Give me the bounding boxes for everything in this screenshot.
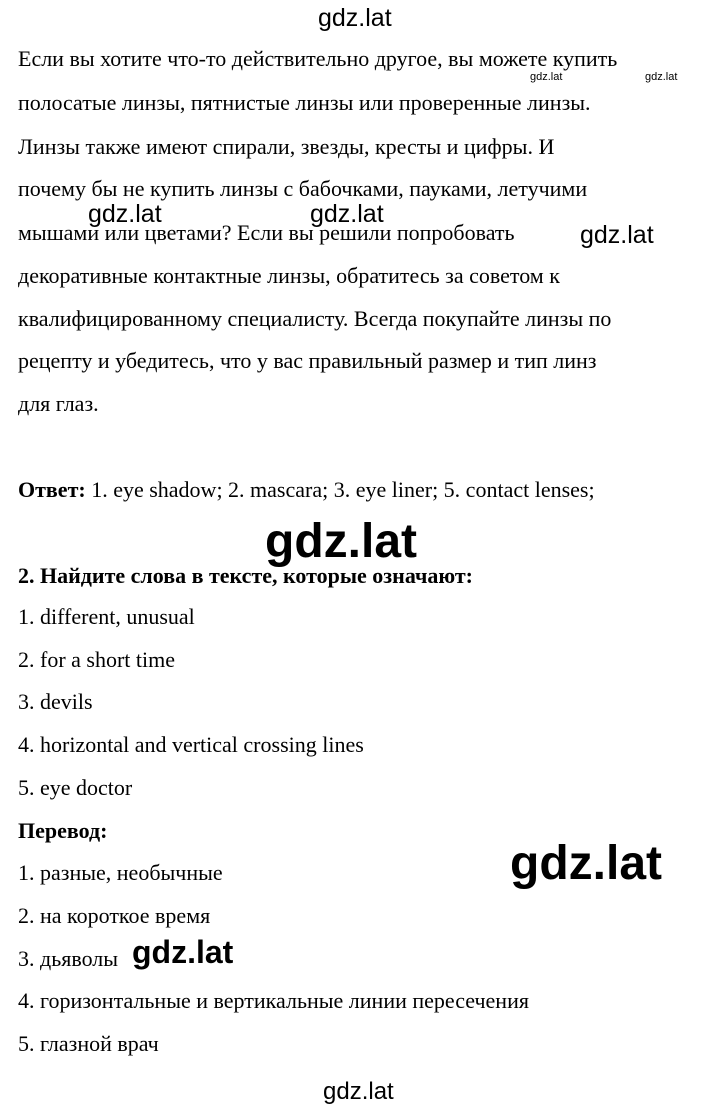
paragraph-line-1: Если вы хотите что-то действительно другое, вы можете купить xyxy=(18,46,618,71)
paragraph-line-6: декоративные контактные линзы, обратитесь за советом к xyxy=(18,263,560,288)
task2-item-1: 1. different, unusual xyxy=(18,604,195,629)
task2-item-3: 3. devils xyxy=(18,689,93,714)
translation-heading xyxy=(18,820,107,842)
task2-heading-text: 2. Найдите слова в тексте, которые означают: xyxy=(18,563,474,588)
translation-item-1: 1. разные, необычные xyxy=(18,860,223,885)
translation-item-3: 3. дьяволы xyxy=(18,946,119,971)
task2-item-2: 2. for a short time xyxy=(18,647,176,672)
task2-item-5: 5. eye doctor xyxy=(18,775,133,800)
paragraph-line-7: квалифицированному специалисту. Всегда покупайте линзы по xyxy=(18,306,612,331)
task2-item-4: 4. horizontal and vertical crossing lines xyxy=(18,732,364,757)
translation-item-5: 5. глазной врач xyxy=(18,1031,159,1056)
watermark-mid-3: gdz.lat xyxy=(580,221,654,249)
answer-text: 1. eye shadow; 2. mascara; 3. eye liner; 5. contact lenses; xyxy=(85,477,595,502)
translation-heading-text: Перевод: xyxy=(18,818,108,843)
paragraph-line-2: полосатые линзы, пятнистые линзы или проверенные линзы. xyxy=(18,90,591,115)
paragraph-line-8: рецепту и убедитесь, что у вас правильный размер и тип линз xyxy=(18,348,597,373)
watermark-big-3: gdz.lat xyxy=(132,934,234,970)
paragraph-line-9: для глаз. xyxy=(18,391,99,416)
paragraph-line-3: Линзы также имеют спирали, звезды, кресты и цифры. И xyxy=(18,134,555,159)
watermark-mid-2: gdz.lat xyxy=(310,200,384,228)
task2-heading xyxy=(18,565,473,587)
watermark-big-2: gdz.lat xyxy=(510,837,662,890)
paragraph-line-4: почему бы не купить линзы с бабочками, пауками, летучими xyxy=(18,176,588,201)
paragraph-line-5: мышами или цветами? Если вы решили попробовать xyxy=(18,220,515,245)
answer-line xyxy=(18,479,595,501)
watermark-tiny-1: gdz.lat xyxy=(530,71,563,83)
watermark-big-1: gdz.lat xyxy=(265,515,417,568)
watermark-top: gdz.lat xyxy=(318,4,392,32)
answer-label: Ответ: xyxy=(18,477,86,502)
watermark-mid-1: gdz.lat xyxy=(88,200,162,228)
translation-item-4: 4. горизонтальные и вертикальные линии пересечения xyxy=(18,988,529,1013)
watermark-bottom: gdz.lat xyxy=(323,1078,394,1105)
watermark-tiny-2: gdz.lat xyxy=(645,71,678,83)
translation-item-2: 2. на короткое время xyxy=(18,903,211,928)
